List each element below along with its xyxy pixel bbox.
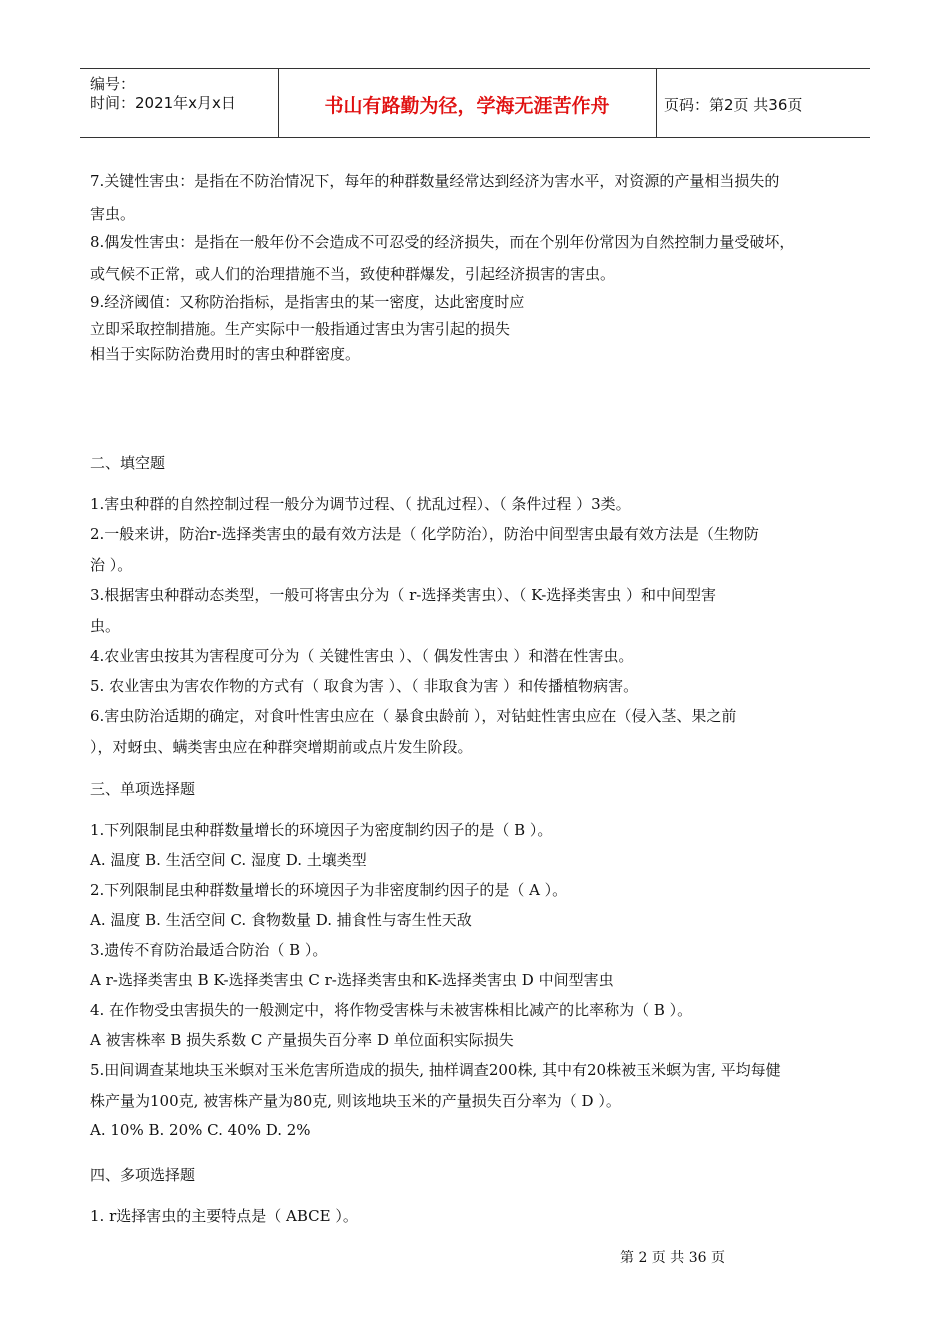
text-line: 立即采取控制措施。生产实际中一般指通过害虫为害引起的损失	[90, 320, 511, 338]
page-footer: 第 2 页 共 36 页	[620, 1250, 725, 1266]
text-line: A 被害株率 B 损失系数 C 产量损失百分率 D 单位面积实际损失	[90, 1031, 514, 1049]
text-line: 5. 农业害虫为害农作物的方式有（ 取食为害 ）、（ 非取食为害 ）和传播植物病害。	[90, 677, 639, 695]
text-line: A r-选择类害虫 B K-选择类害虫 C r-选择类害虫和K-选择类害虫 D 中间型害虫	[90, 971, 614, 989]
text-line: 4.农业害虫按其为害程度可分为（ 关键性害虫 ）、（ 偶发性害虫 ）和潜在性害虫。	[90, 647, 634, 665]
text-line: ），对蚜虫、螨类害虫应在种群突增期前或点片发生阶段。	[90, 738, 473, 756]
date-label: 时间：2021年x月x日	[90, 94, 236, 112]
text-line: 5.田间调查某地块玉米螟对玉米危害所造成的损失, 抽样调查200株, 其中有20株被玉米螟为害, 平均每健	[90, 1061, 781, 1079]
section-heading: 三、单项选择题	[90, 780, 196, 798]
text-line: 1. r选择害虫的主要特点是（ ABCE ）。	[90, 1207, 358, 1225]
text-line: 治 ）。	[90, 556, 133, 574]
motto: 书山有路勤为径，学海无涯苦作舟	[324, 95, 610, 117]
header-motto-cell	[278, 69, 657, 137]
header-page-cell	[656, 69, 870, 137]
text-line: A. 10% B. 20% C. 40% D. 2%	[90, 1121, 311, 1139]
number-label: 编号：	[90, 75, 136, 93]
text-line: 8.偶发性害虫：是指在一般年份不会造成不可忍受的经济损失，而在个别年份常因为自然控制力量受破坏，	[90, 233, 795, 251]
text-line: 1.下列限制昆虫种群数量增长的环境因子为密度制约因子的是（ B ）。	[90, 821, 553, 839]
text-line: A. 温度 B. 生活空间 C. 湿度 D. 土壤类型	[90, 851, 367, 869]
text-line: 2.下列限制昆虫种群数量增长的环境因子为非密度制约因子的是（ A ）。	[90, 881, 568, 899]
text-line: 虫。	[90, 617, 121, 635]
text-line: 株产量为100克, 被害株产量为80克, 则该地块玉米的产量损失百分率为（ D ）。	[90, 1092, 621, 1110]
text-line: 1.害虫种群的自然控制过程一般分为调节过程、（ 扰乱过程）、（ 条件过程 ）3类。	[90, 495, 631, 513]
text-line: 害虫。	[90, 205, 136, 223]
text-line: 3.遗传不育防治最适合防治（ B ）。	[90, 941, 328, 959]
header-meta-cell	[80, 69, 279, 137]
text-line: 6.害虫防治适期的确定，对食叶性害虫应在（ 暴食虫龄前 ），对钻蛀性害虫应在（侵入茎、果之前	[90, 707, 737, 725]
text-line: 9.经济阈值：又称防治指标，是指害虫的某一密度，达此密度时应	[90, 293, 525, 311]
section-heading: 四、多项选择题	[90, 1166, 196, 1184]
page-header	[80, 68, 870, 138]
text-line: 2.一般来讲，防治r-选择类害虫的最有效方法是（ 化学防治），防治中间型害虫最有效方法是（生物防	[90, 525, 759, 543]
page-info: 页码：第2页 共36页	[664, 96, 803, 114]
text-line: 或气候不正常，或人们的治理措施不当，致使种群爆发，引起经济损害的害虫。	[90, 265, 616, 283]
text-line: 4. 在作物受虫害损失的一般测定中，将作物受害株与未被害株相比减产的比率称为（ B ）。	[90, 1001, 693, 1019]
text-line: A. 温度 B. 生活空间 C. 食物数量 D. 捕食性与寄生性天敌	[90, 911, 472, 929]
section-heading: 二、填空题	[90, 454, 166, 472]
text-line: 7.关键性害虫：是指在不防治情况下，每年的种群数量经常达到经济为害水平，对资源的产量相当损失的	[90, 172, 780, 190]
text-line: 相当于实际防治费用时的害虫种群密度。	[90, 345, 361, 363]
text-line: 3.根据害虫种群动态类型，一般可将害虫分为（ r-选择类害虫）、（ K-选择类害虫 ）和中间型害	[90, 586, 717, 604]
